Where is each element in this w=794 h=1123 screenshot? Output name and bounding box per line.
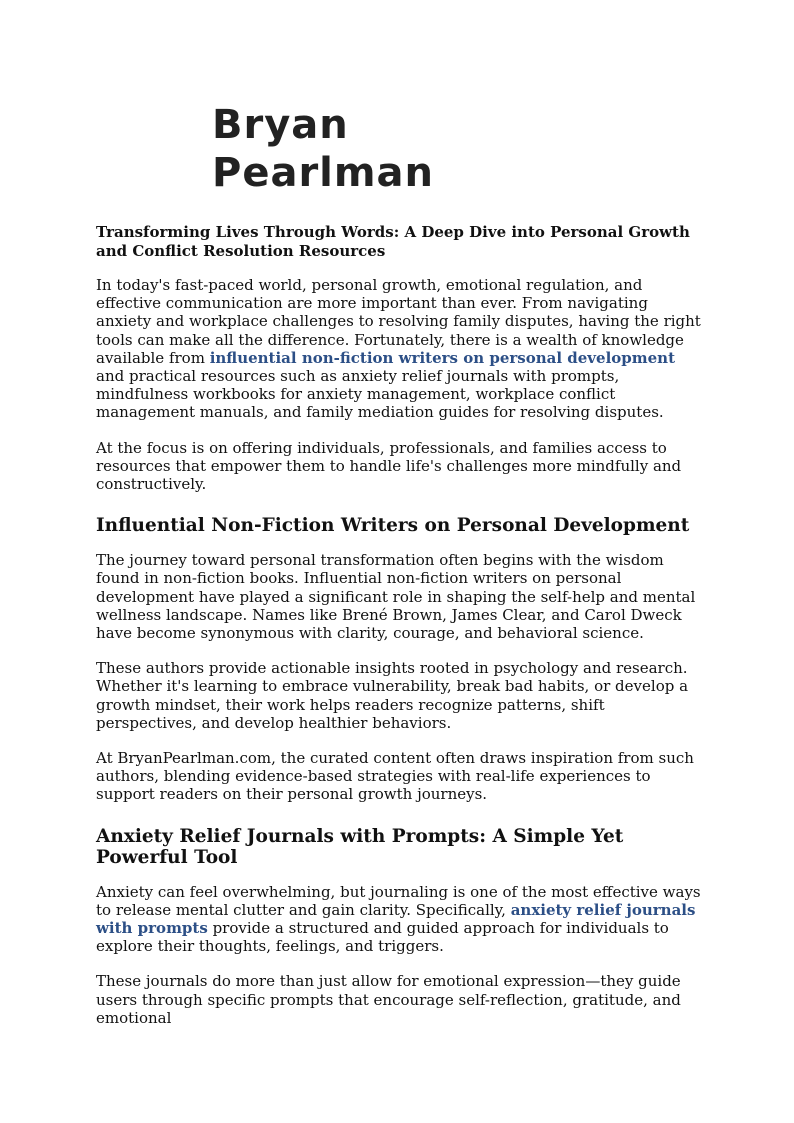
intro-text-after-link: and practical resources such as anxiety relief journals with prompts, mindfulness workbooks for anxiety management, workplace conflict management manuals, and family mediation guides for resolving disputes. xyxy=(96,367,664,422)
journals-paragraph-2: These journals do more than just allow for emotional expression—they guide users through specific prompts that encourage self-reflection, gratitude, and emotional xyxy=(96,972,681,1027)
section-heading-writers: Influential Non-Fiction Writers on Personal Development xyxy=(96,515,690,537)
personal-development-writers-link[interactable]: influential non-fiction writers on personal development xyxy=(209,348,676,367)
writers-paragraph-2: These authors provide actionable insights rooted in psychology and research. Whether it's learning to embrace vulnerability, break bad habits, or develop a growth mindset, their work helps readers recognize patterns, shift perspectives, and develop healthier behaviors. xyxy=(96,659,689,732)
journals-text-before-link: Anxiety can feel overwhelming, but journaling is one of the most effective ways to release mental clutter and gain clarity. Specifically, xyxy=(96,882,701,919)
article-title: Transforming Lives Through Words: A Deep Dive into Personal Growth and Conflict Resolution Resources xyxy=(96,223,690,260)
logo-line-last: Pearlman xyxy=(212,150,435,196)
bryan-pearlman-logo xyxy=(212,102,542,200)
journals-text-after-link: provide a structured and guided approach for individuals to explore their thoughts, feelings, and triggers. xyxy=(96,919,669,956)
section-heading-journals: Anxiety Relief Journals with Prompts: A Simple Yet Powerful Tool xyxy=(96,825,624,868)
article-body xyxy=(96,223,704,1044)
writers-paragraph-1: The journey toward personal transformation often begins with the wisdom found in non-fiction books. Influential non-fiction writers on personal development have played a significant role in shaping the self-help and mental wellness landscape. Names like Brené Brown, James Clear, and Carol Dweck have become synonymous with clarity, courage, and behavioral science. xyxy=(96,551,696,643)
logo-line-first: Bryan xyxy=(212,102,349,148)
journals-paragraph-1 xyxy=(96,883,704,956)
intro-text-before-link: In today's fast-paced world, personal growth, emotional regulation, and effective communication are more important than ever. From navigating anxiety and workplace challenges to resolving family disputes, having the right tools can make all the difference. Fortunately, there is a wealth of knowledge available from xyxy=(96,276,701,367)
writers-paragraph-3: At BryanPearlman.com, the curated content often draws inspiration from such authors, blending evidence-based strategies with real-life experiences to support readers on their personal growth journeys. xyxy=(96,749,694,804)
intro-paragraph xyxy=(96,276,704,422)
anxiety-journals-link[interactable]: anxiety relief journals with prompts xyxy=(96,900,696,938)
focus-paragraph: At the focus is on offering individuals, professionals, and families access to resources that empower them to handle life's challenges more mindfully and constructively. xyxy=(96,438,682,494)
